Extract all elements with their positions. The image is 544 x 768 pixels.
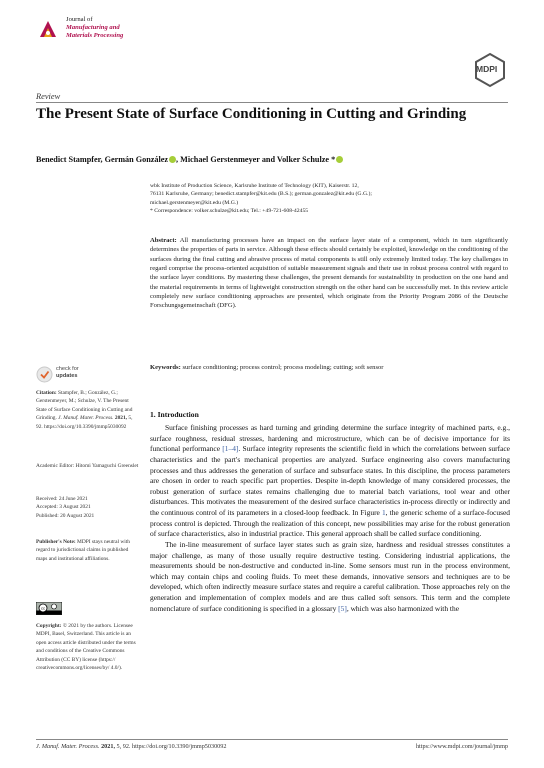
received-date: Received: 24 June 2021 bbox=[36, 496, 88, 502]
footer-doi[interactable]: 5, 92. https://doi.org/10.3390/jmmp5030092 bbox=[116, 743, 227, 750]
citation-text: Stampfer, B.; González, G.; Gerstenmeyer, M.; Schulze, V. The Present State of Surface Conditioning in Cutting and Grinding. bbox=[36, 390, 133, 422]
journal-name bbox=[66, 16, 123, 41]
journal-of: Journal of bbox=[66, 16, 93, 23]
citation-doi[interactable]: 5, 92. https://doi.org/10.3390/jmmp5030092 bbox=[36, 415, 133, 430]
citation-link[interactable]: [5] bbox=[338, 603, 347, 613]
header-divider bbox=[36, 102, 508, 103]
copyright bbox=[36, 622, 140, 672]
check-updates-text: check for bbox=[56, 366, 79, 372]
footer-divider bbox=[36, 739, 508, 740]
footer-year: 2021, bbox=[101, 743, 115, 750]
orcid-icon[interactable] bbox=[336, 156, 343, 163]
copyright-label: Copyright: bbox=[36, 623, 62, 629]
journal-title-line2: Materials Processing bbox=[66, 32, 124, 40]
journal-title-line1: Manufacturing and bbox=[66, 24, 120, 32]
dates bbox=[36, 495, 140, 520]
publisher-note-text: MDPI stays neutral with regard to jurisdictional claims in published maps and institutional affiliations. bbox=[36, 539, 130, 562]
citation-label: Citation: bbox=[36, 390, 57, 396]
footer-citation bbox=[36, 743, 226, 750]
keywords bbox=[150, 364, 508, 371]
citation-link[interactable]: [1–4] bbox=[222, 444, 239, 454]
accepted-date: Accepted: 3 August 2021 bbox=[36, 504, 91, 511]
keywords-label: Keywords: bbox=[150, 364, 181, 371]
abstract-label: Abstract: bbox=[150, 237, 177, 244]
academic-editor: Academic Editor: Hitomi Yamaguchi Greenslet bbox=[36, 463, 139, 469]
published-date: Published: 20 August 2021 bbox=[36, 512, 95, 519]
correspondence-line: * Correspondence: volker.schulze@kit.edu; Tel.: +49-721-608-42455 bbox=[150, 207, 309, 214]
journal-logo-icon bbox=[36, 17, 60, 41]
footer-journal: J. Manuf. Mater. Process. bbox=[36, 743, 100, 750]
affiliation-line: wbk Institute of Production Science, Karlsruhe Institute of Technology (KIT), Kaiserstr. 12, bbox=[150, 183, 359, 189]
authors-text: Benedict Stampfer, Germán González bbox=[36, 155, 169, 164]
article-type: Review bbox=[36, 92, 61, 101]
copyright-text: © 2021 by the authors. Licensee MDPI, Basel, Switzerland. This article is an open access article distributed under the terms and conditions of the Creative Commons Attribution (CC BY) license (https:// creativecommons.org/licenses/by/ 4.0/). bbox=[36, 623, 136, 672]
figure-link[interactable]: 1 bbox=[381, 508, 386, 517]
svg-text:cc: cc bbox=[41, 605, 45, 611]
mdpi-logo bbox=[472, 52, 508, 93]
mdpi-text: MDPI bbox=[476, 64, 498, 74]
section-heading: 1. Introduction bbox=[150, 410, 199, 419]
affiliations bbox=[150, 182, 510, 215]
publisher-note bbox=[36, 538, 140, 563]
author-list: Benedict Stampfer, Germán González , Michael Gerstenmeyer and Volker Schulze * bbox=[36, 155, 343, 164]
check-for-updates-badge[interactable] bbox=[36, 365, 96, 385]
citation-block bbox=[36, 389, 140, 431]
abstract bbox=[150, 236, 508, 311]
affiliation-line: michael.gerstenmeyer@kit.edu (M.G.) bbox=[150, 199, 239, 206]
publisher-note-label: Publisher's Note: bbox=[36, 539, 76, 545]
footer-journal-url[interactable]: https://www.mdpi.com/journal/jmmp bbox=[415, 743, 508, 750]
body-text bbox=[150, 423, 510, 614]
article-title: The Present State of Surface Conditioning in Cutting and Grinding bbox=[36, 106, 467, 122]
updates-text: updates bbox=[56, 372, 78, 379]
paragraph: Surface finishing processes as hard turning and grinding determine the surface integrity of machined parts, e.g., surface roughness, residual stresses, hardening and microstructure, which can be of decisive importance for its functional performance [1–4]. Surface integrity represents the scientific field in which the correlations between surface characteristics and the part's mechanical properties are analyzed. Surface engineering also covers manufacturing processes and thus addresses the generation of surface and subsurface states. In this discipline, the process parameters are chosen in order to reach specific part properties. Despite in-depth knowledge of many considered processes, the robust generation of surface states remains challenging due to material batch variations, tool wear and other disturbances. This motivates the measurement of the desired surface characteristics in-process directly or indirectly and the continuous control of its parameters in a closed-loop feedback. In Figure 1, the generic scheme of a surface-focused process control is depicted. Through the realization of this concept, new possibilities may arise for the robust generation of surface characteristics, also in industrial practice. This general approach shall be called surface conditioning. bbox=[150, 423, 510, 539]
check-updates-icon bbox=[36, 366, 53, 383]
paragraph: The in-line measurement of surface layer states such as grain size, hardness and residual stresses constitutes a major challenge, as many of those usually require destructive testing. Considering industrial applications, the measurements should be non-destructive and conducted in-line. Some sensors must run in the process environment, which may contain chips and cooling fluids. To meet these demands, innovative sensors and techniques are to be developed, which often indirectly measure surface states and require a careful calibration. Those approaches rely on the generation and implementation of complex models and are thus called soft sensors. This term and the complete nomenclature of surface conditioning is specified in a glossary [5], which was also harmonized with the bbox=[150, 539, 510, 613]
citation-year: 2021, bbox=[114, 415, 128, 422]
citation-journal: J. Manuf. Mater. Process. bbox=[58, 415, 114, 422]
orcid-icon[interactable] bbox=[169, 156, 176, 163]
cc-by-license-icon[interactable] bbox=[36, 602, 62, 615]
affiliation-line: 76131 Karlsruhe, Germany; benedict.stampfer@kit.edu (B.S.); german.gonzalez@kit.edu (G.G.); bbox=[150, 191, 372, 198]
abstract-text: All manufacturing processes have an impact on the surface layer state of a component, which in turn significantly determines the properties of parts in service. Although these effects should certainly be exploited, knowledge on the conditioning of the surfaces during the final cutting and abrasive process of metal components is still only extremely limited today. The key challenges in regard comprise the process-oriented acquisition of suitable measurement signals and their use in robust process control with regard to the surface layer conditions. By mastering these challenges, the present demands for sustainability in production on the one hand and the material requirements in terms of lightweight construction strength on the other hand can be successfully met. In this review article completely new surface conditioning approaches are presented, which originate from the Priority Program 2086 of the Deutsche Forschungsgemeinschaft (DFG). bbox=[150, 237, 508, 310]
keywords-text: surface conditioning; process control; process modeling; cutting; soft sensor bbox=[182, 364, 384, 371]
